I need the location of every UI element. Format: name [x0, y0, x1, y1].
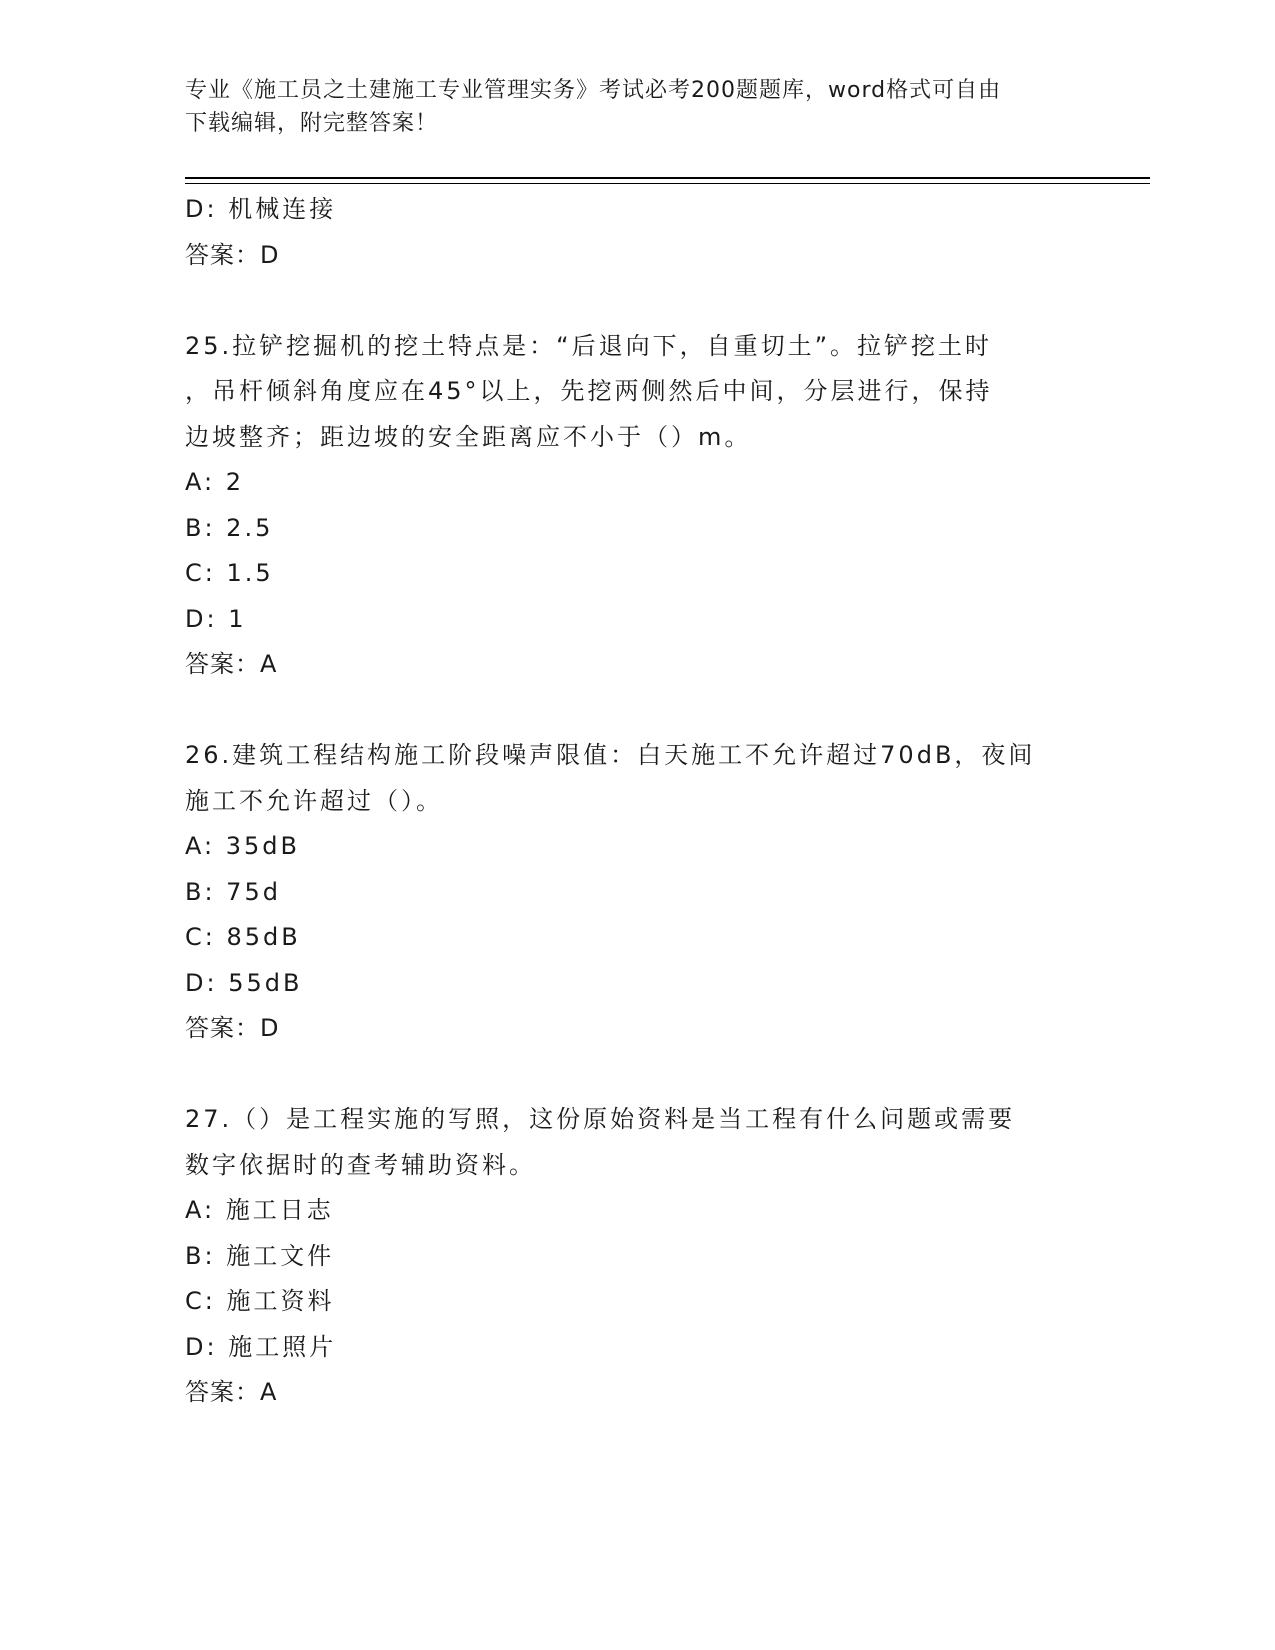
stem-line: 27.（）是工程实施的写照，这份原始资料是当工程有什么问题或需要	[185, 1105, 1016, 1133]
option-a: A: 施工日志	[185, 1196, 334, 1224]
stem-line: 施工不允许超过（）。	[185, 786, 443, 815]
header-rule-thick	[185, 177, 1150, 179]
stem-line: 数字依据时的查考辅助资料。	[185, 1150, 536, 1179]
spacer	[185, 278, 1085, 324]
answer-line: 答案：A	[185, 1378, 278, 1406]
question-stem	[185, 1097, 1085, 1188]
stem-line: ，吊杆倾斜角度应在45°以上，先挖两侧然后中间，分层进行，保持	[185, 377, 993, 405]
header-rule-thin	[185, 183, 1150, 184]
option-c: C: 85dB	[185, 923, 301, 951]
document-header	[185, 74, 1065, 140]
option-b: B: 施工文件	[185, 1241, 335, 1270]
header-line-2: 下载编辑，附完整答案！	[185, 111, 439, 136]
question-stem	[185, 324, 1085, 461]
option-d: D: 55dB	[185, 968, 303, 997]
header-line-1: 专业《施工员之土建施工专业管理实务》考试必考200题题库，word格式可自由	[185, 78, 1002, 103]
option-c: C: 施工资料	[185, 1287, 335, 1315]
answer-line: 答案：D	[185, 1014, 280, 1042]
option-b: B: 75d	[185, 877, 281, 906]
question-block-26	[185, 733, 1085, 1052]
question-block-27	[185, 1097, 1085, 1416]
option-a: A: 2	[185, 468, 244, 496]
option-d: D: 1	[185, 604, 247, 633]
question-block-25	[185, 324, 1085, 688]
stem-line: 25.拉铲挖掘机的挖土特点是：“后退向下，自重切土”。拉铲挖土时	[185, 331, 993, 360]
option-a: A: 35dB	[185, 832, 300, 860]
question-block-24	[185, 187, 1085, 278]
question-stem	[185, 733, 1085, 824]
option-b: B: 2.5	[185, 513, 274, 542]
question-list	[185, 187, 1085, 1416]
answer-line: 答案：D	[185, 240, 280, 269]
spacer	[185, 688, 1085, 734]
answer-line: 答案：A	[185, 650, 278, 678]
stem-line: 26.建筑工程结构施工阶段噪声限值：白天施工不允许超过70dB，夜间	[185, 741, 1036, 769]
option-d: D: 施工照片	[185, 1332, 337, 1361]
option-d: D: 机械连接	[185, 195, 337, 223]
spacer	[185, 1052, 1085, 1098]
option-c: C: 1.5	[185, 559, 274, 587]
stem-line: 边坡整齐；距边坡的安全距离应不小于（）m。	[185, 422, 752, 451]
